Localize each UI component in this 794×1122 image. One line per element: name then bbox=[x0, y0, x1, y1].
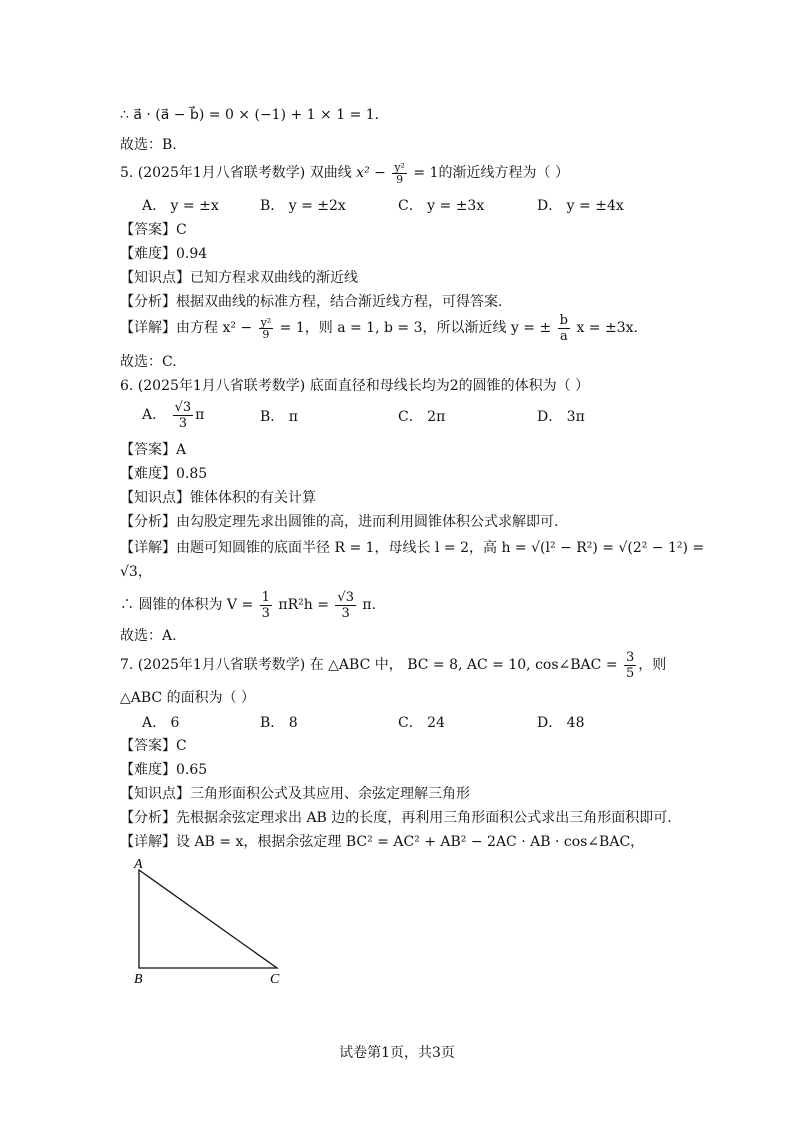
q7-option-a: A． 6 bbox=[142, 715, 180, 731]
q6-option-d: D． 3π bbox=[537, 409, 585, 425]
vertex-label-b: B bbox=[134, 972, 143, 987]
q5-detail: 【详解】由方程 x² − $\frac{\text{y²}}{9}$ = 1，则 a = 1, b = 3，所以渐近线 y = ± $\frac{b}{a}$ x = ±3x. bbox=[120, 312, 638, 344]
triangle-shape bbox=[139, 870, 277, 968]
line-vector-result: ∴ a⃗ · (a⃗ − b⃗) = 0 × (−1) + 1 × 1 = 1. bbox=[120, 107, 380, 123]
q6-answer: 【答案】A bbox=[120, 442, 187, 458]
q6-knowledge-point: 【知识点】锥体体积的有关计算 bbox=[120, 490, 316, 506]
question-6: 6. (2025年1月八省联考数学) 底面直径和母线长均为2的圆锥的体积为（ ） bbox=[120, 378, 590, 394]
q7-answer: 【答案】C bbox=[120, 738, 187, 754]
q6-option-c: C． 2π bbox=[398, 409, 446, 425]
q5-knowledge-point: 【知识点】已知方程求双曲线的渐近线 bbox=[120, 270, 358, 286]
question-7-line2: △ABC 的面积为（ ） bbox=[120, 690, 256, 706]
q6-difficulty: 【难度】0.85 bbox=[120, 466, 208, 482]
question-7: 7. (2025年1月八省联考数学) 在 △ABC 中， BC = 8, AC = 10, cos∠BAC = $\frac{3}{5}$ ，则 bbox=[120, 649, 667, 681]
q6-option-a: A． $\frac{√3}{3}$ π bbox=[142, 399, 205, 431]
q7-option-b: B． 8 bbox=[260, 715, 298, 731]
q6-detail-line1: 【详解】由题可知圆锥的底面半径 R = 1，母线长 l = 2，高 h = √(l² − R²) = √(2² − 1²) = bbox=[120, 540, 705, 556]
q5-option-c: C． y = ±3x bbox=[398, 198, 485, 214]
q7-difficulty: 【难度】0.65 bbox=[120, 762, 208, 778]
q6-selection: 故选：A. bbox=[120, 628, 177, 644]
question-5: 5. (2025年1月八省联考数学) 双曲线 x² − $\frac{\text{y²}}{9}$ = 1的渐近线方程为（ ） bbox=[120, 160, 569, 186]
q5-analysis: 【分析】根据双曲线的标准方程，结合渐近线方程，可得答案. bbox=[120, 294, 503, 310]
q7-analysis: 【分析】先根据余弦定理求出 AB 边的长度，再利用三角形面积公式求出三角形面积即可. bbox=[120, 810, 672, 826]
vertex-label-c: C bbox=[270, 972, 280, 987]
vertex-label-a: A bbox=[134, 857, 143, 872]
q5-difficulty: 【难度】0.94 bbox=[120, 246, 208, 262]
q7-option-d: D． 48 bbox=[537, 715, 585, 731]
q5-answer: 【答案】C bbox=[120, 222, 187, 238]
q6-detail-line2: √3， bbox=[120, 564, 152, 580]
triangle-abc-figure bbox=[125, 855, 295, 990]
q6-analysis: 【分析】由勾股定理先求出圆锥的高，进而利用圆锥体积公式求解即可. bbox=[120, 514, 559, 530]
q6-option-b: B． π bbox=[260, 409, 298, 425]
line-answer-selection: 故选：B. bbox=[120, 137, 177, 153]
q6-volume: ∴ 圆锥的体积为 V = $\frac{1}{3}$ πR²h = $\frac{√3}{3}$ π. bbox=[120, 589, 377, 621]
q5-option-b: B． y = ±2x bbox=[260, 198, 346, 214]
q7-option-c: C． 24 bbox=[398, 715, 445, 731]
q5-option-d: D． y = ±4x bbox=[537, 198, 624, 214]
q7-knowledge-point: 【知识点】三角形面积公式及其应用、余弦定理解三角形 bbox=[120, 786, 470, 802]
page-footer: 试卷第1页，共3页 bbox=[339, 1045, 455, 1061]
q5-option-a: A． y = ±x bbox=[142, 198, 219, 214]
q5-selection: 故选：C. bbox=[120, 354, 177, 370]
q7-detail: 【详解】设 AB = x，根据余弦定理 BC² = AC² + AB² − 2AC · AB · cos∠BAC， bbox=[120, 834, 645, 850]
